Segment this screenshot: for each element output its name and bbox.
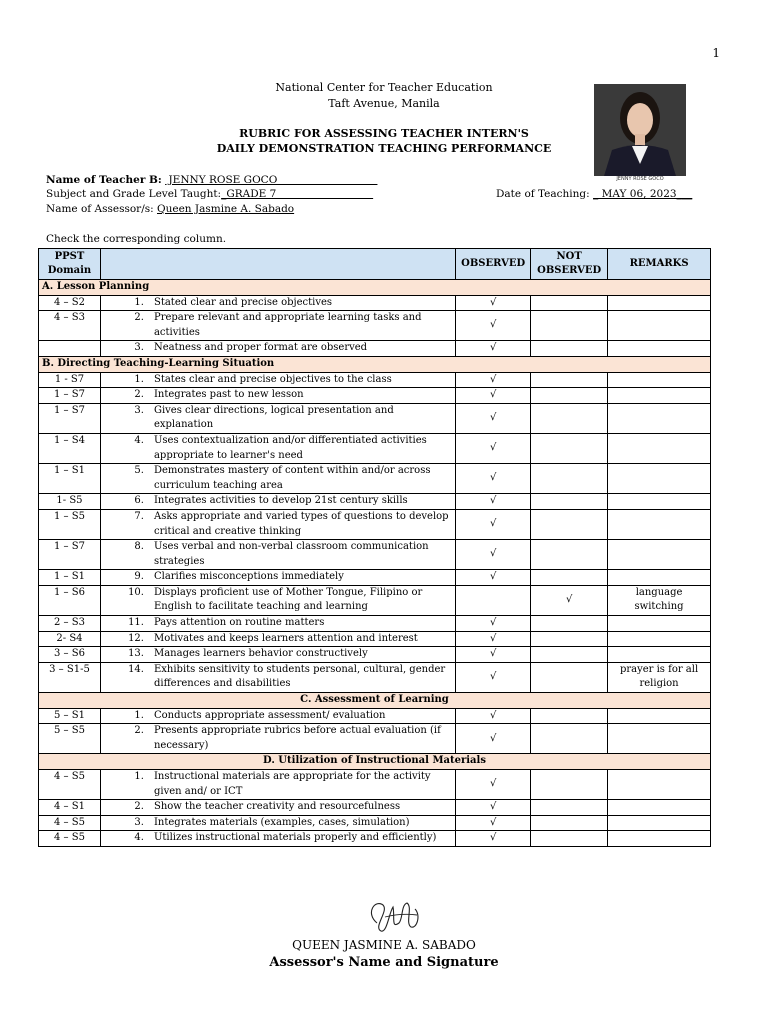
criterion-number: 3. [134, 342, 144, 354]
check-mark: √ [489, 671, 497, 683]
table-row [39, 570, 711, 586]
domain-cell: 1 – S7 [39, 403, 101, 433]
domain-cell: 4 – S5 [39, 831, 101, 847]
table-row [39, 770, 711, 800]
observed-cell [456, 708, 531, 724]
remarks-cell [608, 464, 711, 494]
criterion-cell [100, 585, 455, 615]
check-mark: √ [489, 342, 497, 354]
remarks-cell [608, 662, 711, 692]
assessor-signature-caption: Assessor's Name and Signature [269, 955, 499, 970]
criterion-number: 3. [134, 816, 144, 828]
not-observed-cell [531, 708, 608, 724]
domain-cell: 1 – S1 [39, 570, 101, 586]
table-row [39, 724, 711, 754]
domain-cell: 4 – S3 [39, 311, 101, 341]
criterion-cell [100, 540, 455, 570]
criterion-number: 2. [134, 389, 144, 401]
criterion-number: 13. [128, 648, 144, 660]
remarks-cell [608, 724, 711, 754]
remarks-cell [608, 800, 711, 816]
criterion-number: 5. [134, 465, 144, 477]
criterion-text: Demonstrates mastery of content within and/or across curriculum teaching area [153, 465, 431, 491]
domain-cell: 1 - S7 [39, 372, 101, 388]
teacher-photo [594, 84, 686, 176]
criterion-text: Asks appropriate and varied types of questions to develop critical and creative thinking [153, 510, 449, 537]
check-mark: √ [489, 632, 497, 644]
domain-cell: 2 – S3 [39, 616, 101, 632]
table-header-row [39, 249, 711, 280]
criterion-cell [100, 631, 455, 647]
subject-label: Subject and Grade Level Taught: [46, 188, 222, 200]
section-row [39, 754, 711, 770]
assessor-row [46, 203, 294, 215]
remarks-cell [608, 494, 711, 510]
domain-cell: 1 – S4 [39, 433, 101, 463]
check-mark: √ [489, 617, 497, 629]
not-observed-cell [531, 295, 608, 311]
check-mark: √ [489, 832, 497, 844]
check-mark: √ [489, 319, 497, 331]
criterion-number: 2. [134, 725, 144, 737]
criterion-cell [100, 509, 455, 539]
header-domain: PPST Domain [39, 249, 101, 280]
criterion-cell [100, 770, 455, 800]
table-row [39, 585, 711, 615]
table-row [39, 311, 711, 341]
table-row [39, 464, 711, 494]
section-title: A. Lesson Planning [39, 280, 711, 296]
check-mark: √ [489, 472, 497, 484]
remarks-cell [608, 831, 711, 847]
remarks-cell [608, 388, 711, 404]
institution-address: Taft Avenue, Manila [328, 97, 440, 110]
criterion-text: Manages learners behavior constructively [153, 648, 368, 660]
domain-cell: 1 – S5 [39, 509, 101, 539]
criterion-cell [100, 831, 455, 847]
subject-row [46, 188, 373, 200]
criterion-number: 1. [134, 296, 144, 308]
remarks-cell [608, 631, 711, 647]
observed-cell [456, 800, 531, 816]
table-row [39, 372, 711, 388]
not-observed-cell [531, 509, 608, 539]
domain-cell: 3 – S6 [39, 647, 101, 663]
not-observed-cell [531, 372, 608, 388]
criterion-cell [100, 464, 455, 494]
observed-cell [456, 724, 531, 754]
document-title-line2: DAILY DEMONSTRATION TEACHING PERFORMANCE [216, 142, 552, 155]
header-remarks: REMARKS [608, 249, 711, 280]
observed-cell [456, 831, 531, 847]
criterion-number: 2. [134, 312, 144, 324]
criterion-cell [100, 403, 455, 433]
domain-cell: 1 – S7 [39, 388, 101, 404]
check-mark: √ [489, 548, 497, 560]
not-observed-cell [531, 724, 608, 754]
criterion-cell [100, 724, 455, 754]
observed-cell [456, 433, 531, 463]
criterion-cell [100, 708, 455, 724]
criterion-cell [100, 433, 455, 463]
not-observed-cell [531, 388, 608, 404]
not-observed-cell [531, 770, 608, 800]
teacher-name-row [46, 174, 377, 186]
criterion-cell [100, 616, 455, 632]
criterion-cell [100, 815, 455, 831]
observed-cell [456, 494, 531, 510]
page-number: 1 [712, 46, 720, 60]
signature-mark [355, 893, 435, 941]
observed-cell [456, 616, 531, 632]
table-row [39, 388, 711, 404]
header-not-observed: NOT OBSERVED [531, 249, 608, 280]
check-mark: √ [489, 518, 497, 530]
remarks-cell [608, 295, 711, 311]
criterion-text: States clear and precise objectives to the class [153, 373, 392, 385]
criterion-text: Integrates activities to develop 21st century skills [153, 495, 408, 507]
criterion-number: 4. [134, 434, 144, 446]
remarks-cell [608, 403, 711, 433]
criterion-number: 6. [134, 495, 144, 507]
criterion-text: Gives clear directions, logical presentation and explanation [153, 404, 394, 431]
assessor-value: Queen Jasmine A. Sabado [157, 203, 295, 215]
remarks-cell [608, 770, 711, 800]
check-mark: √ [489, 778, 497, 790]
observed-cell [456, 509, 531, 539]
assessor-label: Name of Assessor/s: [46, 203, 154, 215]
criterion-text: Clarifies misconceptions immediately [153, 571, 344, 583]
domain-cell: 5 – S5 [39, 724, 101, 754]
remarks-cell [608, 311, 711, 341]
criterion-cell [100, 570, 455, 586]
section-title: D. Utilization of Instructional Materials [39, 754, 711, 770]
not-observed-cell [531, 647, 608, 663]
observed-cell [456, 388, 531, 404]
criterion-cell [100, 311, 455, 341]
criterion-text: Utilizes instructional materials properly and efficiently) [153, 832, 437, 844]
criterion-number: 7. [134, 510, 144, 522]
remarks-text: language switching [634, 586, 684, 613]
date-row [496, 188, 692, 200]
photo-caption: JENNY ROSE GOCO [616, 176, 664, 182]
table-row [39, 815, 711, 831]
remarks-cell [608, 372, 711, 388]
criterion-cell [100, 372, 455, 388]
criterion-text: Exhibits sensitivity to students personal, cultural, gender differences and disabilities [153, 663, 446, 690]
document-title-line1: RUBRIC FOR ASSESSING TEACHER INTERN'S [239, 127, 529, 140]
check-mark: √ [489, 442, 497, 454]
check-mark: √ [489, 816, 497, 828]
observed-cell [456, 464, 531, 494]
remarks-cell [608, 570, 711, 586]
check-mark: √ [489, 412, 497, 424]
table-row [39, 831, 711, 847]
criterion-text: Uses verbal and non-verbal classroom communication strategies [153, 541, 429, 567]
domain-cell: 1- S5 [39, 494, 101, 510]
criterion-cell [100, 388, 455, 404]
check-mark: √ [489, 389, 497, 401]
observed-cell [456, 570, 531, 586]
observed-cell [456, 540, 531, 570]
observed-cell [456, 631, 531, 647]
signature-image [355, 893, 435, 941]
observed-cell [456, 647, 531, 663]
remarks-cell [608, 708, 711, 724]
not-observed-cell [531, 570, 608, 586]
criterion-number: 10. [128, 586, 144, 598]
not-observed-cell [531, 464, 608, 494]
not-observed-cell [531, 341, 608, 357]
section-title: C. Assessment of Learning [39, 693, 711, 709]
domain-cell: 4 – S2 [39, 295, 101, 311]
criterion-number: 9. [134, 571, 144, 583]
rubric-table [38, 248, 711, 847]
table-row [39, 662, 711, 692]
remarks-cell [608, 540, 711, 570]
subject-value: _GRADE 7 [221, 188, 374, 200]
check-mark: √ [489, 495, 497, 507]
header-observed: OBSERVED [456, 249, 531, 280]
observed-cell [456, 770, 531, 800]
observed-cell [456, 585, 531, 615]
observed-cell [456, 341, 531, 357]
table-row [39, 509, 711, 539]
table-row [39, 433, 711, 463]
date-label: Date of Teaching: [496, 188, 590, 200]
not-observed-cell [531, 311, 608, 341]
not-observed-cell [531, 494, 608, 510]
section-row [39, 356, 711, 372]
remarks-cell [608, 433, 711, 463]
table-row [39, 341, 711, 357]
criterion-number: 1. [134, 771, 144, 782]
criterion-text: Prepare relevant and appropriate learning tasks and activities [153, 312, 422, 338]
teacher-photo-image [594, 84, 686, 176]
not-observed-cell [531, 662, 608, 692]
criterion-number: 2. [134, 801, 144, 813]
check-mark: √ [489, 801, 497, 813]
criterion-cell [100, 662, 455, 692]
assessor-signature-name: QUEEN JASMINE A. SABADO [292, 938, 476, 952]
criterion-text: Stated clear and precise objectives [153, 296, 333, 308]
criterion-text: Uses contextualization and/or differentiated activities appropriate to learner's need [153, 434, 427, 461]
domain-cell: 4 – S1 [39, 800, 101, 816]
criterion-number: 1. [134, 373, 144, 385]
table-row [39, 403, 711, 433]
section-title: B. Directing Teaching-Learning Situation [39, 356, 711, 372]
check-mark: √ [489, 571, 497, 583]
criterion-number: 4. [134, 832, 144, 844]
institution-name: National Center for Teacher Education [275, 81, 493, 94]
not-observed-cell [531, 585, 608, 615]
remarks-cell [608, 341, 711, 357]
criterion-text: Neatness and proper format are observed [153, 342, 368, 354]
domain-cell: 1 – S1 [39, 464, 101, 494]
remarks-cell [608, 815, 711, 831]
check-mark: √ [489, 296, 497, 308]
criterion-number: 12. [128, 632, 144, 644]
table-row [39, 800, 711, 816]
teacher-name-value: JENNY ROSE GOCO [165, 174, 378, 186]
domain-cell: 1 – S6 [39, 585, 101, 615]
section-row [39, 280, 711, 296]
criterion-cell [100, 494, 455, 510]
not-observed-cell [531, 403, 608, 433]
criterion-number: 3. [134, 404, 144, 416]
criterion-number: 1. [134, 709, 144, 721]
criterion-cell [100, 295, 455, 311]
criterion-text: Conducts appropriate assessment/ evaluation [153, 709, 386, 721]
domain-cell [39, 341, 101, 357]
header-criteria [100, 249, 455, 280]
criterion-cell [100, 800, 455, 816]
domain-cell: 1 – S7 [39, 540, 101, 570]
table-row [39, 647, 711, 663]
criterion-text: Instructional materials are appropriate for the activity given and/ or ICT [153, 771, 431, 797]
criterion-text: Motivates and keeps learners attention and interest [153, 632, 418, 644]
date-value: _ MAY 06, 2023___ [593, 188, 693, 200]
rubric-body [39, 280, 711, 847]
check-mark: √ [489, 373, 497, 385]
table-row [39, 540, 711, 570]
criterion-number: 8. [134, 541, 144, 553]
not-observed-cell [531, 800, 608, 816]
criterion-cell [100, 341, 455, 357]
not-observed-cell [531, 815, 608, 831]
not-observed-cell [531, 631, 608, 647]
instruction-text: Check the corresponding column. [46, 233, 227, 245]
criterion-text: Displays proficient use of Mother Tongue, Filipino or English to facilitate teaching and learning [153, 586, 423, 613]
criterion-text: Integrates materials (examples, cases, simulation) [153, 816, 410, 828]
remarks-cell [608, 585, 711, 615]
section-row [39, 693, 711, 709]
not-observed-cell [531, 433, 608, 463]
table-row [39, 295, 711, 311]
observed-cell [456, 403, 531, 433]
table-row [39, 631, 711, 647]
table-row [39, 708, 711, 724]
observed-cell [456, 372, 531, 388]
observed-cell [456, 662, 531, 692]
table-row [39, 494, 711, 510]
domain-cell: 5 – S1 [39, 708, 101, 724]
not-observed-cell [531, 540, 608, 570]
check-mark: √ [489, 709, 497, 721]
observed-cell [456, 815, 531, 831]
criterion-cell [100, 647, 455, 663]
not-observed-cell [531, 616, 608, 632]
criterion-text: Pays attention on routine matters [153, 617, 325, 629]
remarks-text: prayer is for all religion [619, 663, 699, 690]
domain-cell: 4 – S5 [39, 815, 101, 831]
criterion-number: 11. [128, 617, 144, 629]
remarks-cell [608, 647, 711, 663]
criterion-number: 14. [128, 663, 144, 675]
domain-cell: 3 – S1-5 [39, 662, 101, 692]
check-mark: √ [489, 648, 497, 660]
criterion-text: Integrates past to new lesson [153, 389, 304, 401]
check-mark: √ [565, 594, 573, 606]
check-mark: √ [489, 732, 497, 744]
observed-cell [456, 295, 531, 311]
remarks-cell [608, 616, 711, 632]
table-row [39, 616, 711, 632]
domain-cell: 4 – S5 [39, 770, 101, 800]
domain-cell: 2- S4 [39, 631, 101, 647]
observed-cell [456, 311, 531, 341]
remarks-cell [608, 509, 711, 539]
teacher-name-label: Name of Teacher B: [46, 174, 162, 186]
not-observed-cell [531, 831, 608, 847]
criterion-text: Presents appropriate rubrics before actual evaluation (if necessary) [153, 725, 441, 751]
criterion-text: Show the teacher creativity and resourcefulness [153, 801, 401, 813]
